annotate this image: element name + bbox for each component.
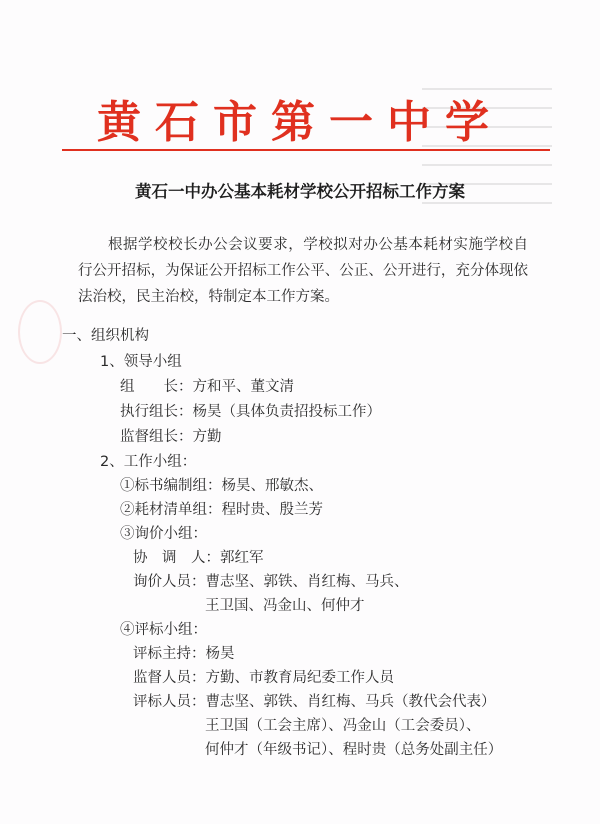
group3-heading: ③询价小组：	[120, 526, 207, 542]
group4-host-label: 评标主持：	[133, 646, 206, 662]
subheading-leadership-group: 1、领导小组	[100, 354, 182, 370]
group3-staff-label: 询价人员：	[133, 574, 206, 590]
group4-evaluator-row	[133, 690, 496, 711]
group4-supervisor-value: 方勤、市教育局纪委工作人员	[205, 670, 394, 686]
group3-coordinator-value: 郭红军	[220, 550, 264, 566]
group4-supervisor-row	[133, 666, 394, 687]
group3-coordinator-label: 协 调 人：	[133, 550, 220, 566]
group4-host-row	[133, 642, 235, 663]
group4-evaluator-line3: 何仲才（年级书记）、程时贵（总务处副主任）	[205, 742, 503, 758]
group1-value: 杨昊、邢敏杰、	[221, 478, 323, 494]
supervisor-row	[120, 425, 222, 446]
exec-leader-value: 杨昊（具体负责招投标工作）	[192, 404, 381, 420]
leader-row	[120, 375, 294, 396]
group3-staff-line1: 曹志坚、郭铁、肖红梅、马兵、	[205, 574, 409, 590]
letterhead: 黄石市第一中学	[97, 97, 503, 148]
group2-label: ②耗材清单组：	[120, 502, 222, 518]
group4-supervisor-label: 监督人员：	[133, 670, 206, 686]
group2-row	[120, 498, 323, 519]
group1-row	[120, 474, 323, 495]
group4-evaluator-line1: 曹志坚、郭铁、肖红梅、马兵（教代会代表）	[205, 694, 496, 710]
exec-leader-label: 执行组长：	[120, 404, 193, 420]
exec-leader-row	[120, 400, 381, 421]
group2-value: 程时贵、殷兰芳	[221, 502, 323, 518]
group4-host-value: 杨昊	[205, 646, 235, 662]
section-heading-organization: 一、组织机构	[62, 328, 149, 344]
group3-coordinator-row	[133, 546, 264, 567]
letterhead-rule	[62, 149, 550, 151]
group4-evaluator-line2: 王卫国（工会主席）、冯金山（工会委员）、	[205, 718, 481, 734]
group4-evaluator-label: 评标人员：	[133, 694, 206, 710]
supervisor-value: 方勤	[192, 429, 222, 445]
intro-paragraph: 根据学校校长办公会议要求，学校拟对办公基本耗材实施学校自行公开招标，为保证公开招标工作公平、公正、公开进行，充分体现依法治校，民主治校，特制定本工作方案。	[78, 237, 528, 305]
leader-value: 方和平、董文清	[192, 379, 294, 395]
group1-label: ①标书编制组：	[120, 478, 222, 494]
leader-label: 组 长：	[120, 379, 193, 395]
document-title: 黄石一中办公基本耗材学校公开招标工作方案	[135, 182, 465, 201]
group3-staff-line2: 王卫国、冯金山、何仲才	[205, 598, 365, 614]
supervisor-label: 监督组长：	[120, 429, 193, 445]
group4-heading: ④评标小组：	[120, 622, 207, 638]
subheading-working-group: 2、工作小组：	[100, 454, 197, 470]
group3-staff-row	[133, 570, 409, 591]
stamp-ghost	[18, 300, 62, 364]
